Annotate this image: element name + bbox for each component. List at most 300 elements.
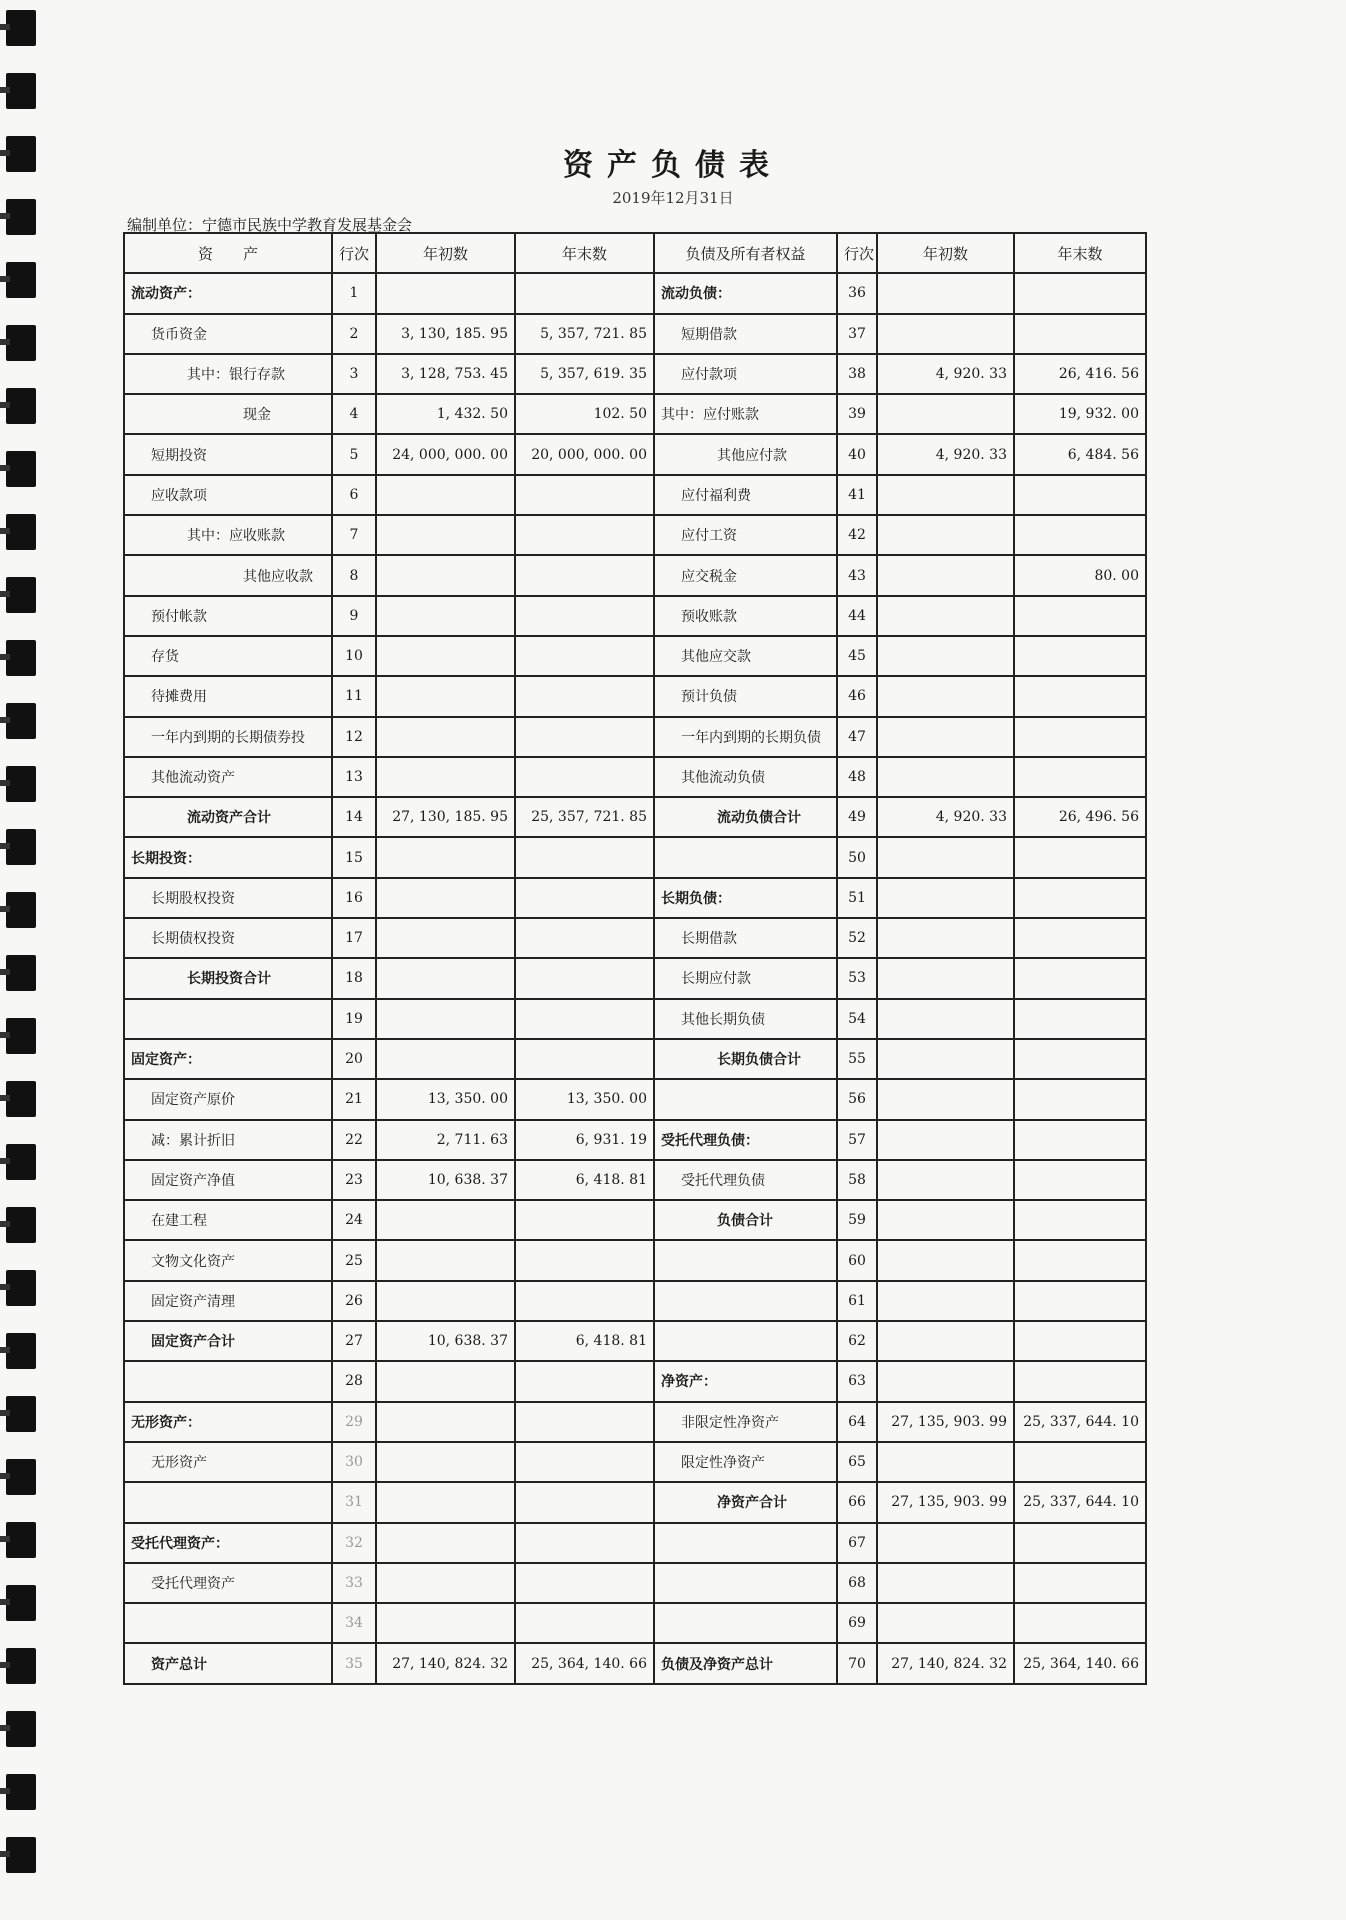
header-assets: 资 产 [124, 233, 332, 273]
liability-row-index: 53 [837, 958, 877, 998]
asset-item-name: 应收款项 [124, 475, 332, 515]
asset-item-name: 资产总计 [124, 1643, 332, 1683]
asset-item-name: 预付帐款 [124, 596, 332, 636]
asset-begin-value [376, 1039, 515, 1079]
asset-item-name: 现金 [124, 394, 332, 434]
asset-item-name [124, 1361, 332, 1401]
asset-begin-value [376, 1361, 515, 1401]
asset-row-index: 12 [332, 717, 376, 757]
liability-row-index: 43 [837, 555, 877, 595]
asset-end-value [515, 636, 654, 676]
liability-row-index: 50 [837, 837, 877, 877]
liability-end-value [1014, 596, 1146, 636]
asset-item-name: 减：累计折旧 [124, 1120, 332, 1160]
binding-ring [6, 577, 36, 613]
asset-begin-value [376, 1563, 515, 1603]
liability-item-name: 长期负债： [654, 878, 837, 918]
liability-item-name [654, 1321, 837, 1361]
asset-item-name: 流动资产合计 [124, 797, 332, 837]
liability-end-value: 26, 416. 56 [1014, 354, 1146, 394]
liability-end-value [1014, 878, 1146, 918]
liability-begin-value [877, 596, 1014, 636]
asset-item-name: 无形资产： [124, 1402, 332, 1442]
binding-ring [6, 451, 36, 487]
binding-ring [6, 1585, 36, 1621]
asset-row-index: 14 [332, 797, 376, 837]
liability-item-name: 其他应付款 [654, 434, 837, 474]
asset-row-index: 7 [332, 515, 376, 555]
liability-end-value [1014, 918, 1146, 958]
asset-end-value [515, 1402, 654, 1442]
liability-row-index: 39 [837, 394, 877, 434]
liability-begin-value [877, 1120, 1014, 1160]
asset-row-index: 18 [332, 958, 376, 998]
liability-row-index: 58 [837, 1160, 877, 1200]
asset-end-value [515, 273, 654, 313]
asset-begin-value: 13, 350. 00 [376, 1079, 515, 1119]
liability-item-name: 长期负债合计 [654, 1039, 837, 1079]
asset-end-value [515, 1281, 654, 1321]
liability-begin-value [877, 1361, 1014, 1401]
liability-end-value [1014, 1240, 1146, 1280]
asset-begin-value: 27, 130, 185. 95 [376, 797, 515, 837]
asset-begin-value: 10, 638. 37 [376, 1321, 515, 1361]
table-row [124, 555, 1146, 595]
liability-begin-value [877, 1603, 1014, 1643]
asset-begin-value: 3, 130, 185. 95 [376, 314, 515, 354]
liability-row-index: 63 [837, 1361, 877, 1401]
liability-begin-value [877, 878, 1014, 918]
asset-item-name: 固定资产： [124, 1039, 332, 1079]
asset-end-value [515, 676, 654, 716]
binding-ring [6, 766, 36, 802]
asset-begin-value [376, 1442, 515, 1482]
table-row [124, 314, 1146, 354]
liability-item-name: 一年内到期的长期负债 [654, 717, 837, 757]
asset-end-value [515, 555, 654, 595]
liability-item-name [654, 1603, 837, 1643]
liability-begin-value [877, 676, 1014, 716]
table-row [124, 394, 1146, 434]
liability-row-index: 69 [837, 1603, 877, 1643]
report-date: 2019年12月31日 [612, 189, 734, 207]
table-row [124, 918, 1146, 958]
liability-end-value [1014, 1442, 1146, 1482]
asset-begin-value: 27, 140, 824. 32 [376, 1643, 515, 1683]
liability-item-name [654, 1281, 837, 1321]
liability-end-value [1014, 1120, 1146, 1160]
asset-end-value [515, 918, 654, 958]
liability-row-index: 48 [837, 757, 877, 797]
liability-begin-value [877, 837, 1014, 877]
liability-end-value [1014, 757, 1146, 797]
asset-item-name: 在建工程 [124, 1200, 332, 1240]
asset-begin-value: 1, 432. 50 [376, 394, 515, 434]
asset-end-value: 6, 931. 19 [515, 1120, 654, 1160]
table-row [124, 596, 1146, 636]
table-row [124, 1643, 1146, 1683]
asset-row-index: 23 [332, 1160, 376, 1200]
liability-row-index: 57 [837, 1120, 877, 1160]
header-right-begin: 年初数 [877, 233, 1014, 273]
liability-item-name [654, 837, 837, 877]
binding-ring [6, 955, 36, 991]
asset-row-index: 27 [332, 1321, 376, 1361]
liability-item-name: 非限定性净资产 [654, 1402, 837, 1442]
asset-end-value [515, 1361, 654, 1401]
asset-end-value: 6, 418. 81 [515, 1321, 654, 1361]
liability-begin-value [877, 958, 1014, 998]
liability-item-name [654, 1523, 837, 1563]
liability-row-index: 37 [837, 314, 877, 354]
liability-begin-value [877, 1200, 1014, 1240]
binding-ring [6, 1837, 36, 1873]
liability-item-name: 流动负债： [654, 273, 837, 313]
asset-end-value [515, 1442, 654, 1482]
liability-item-name [654, 1079, 837, 1119]
asset-row-index: 33 [332, 1563, 376, 1603]
binding-ring [6, 10, 36, 46]
binding-ring [6, 325, 36, 361]
binding-ring [6, 829, 36, 865]
liability-row-index: 60 [837, 1240, 877, 1280]
asset-row-index: 1 [332, 273, 376, 313]
liability-begin-value [877, 1523, 1014, 1563]
liability-row-index: 42 [837, 515, 877, 555]
asset-row-index: 28 [332, 1361, 376, 1401]
table-row [124, 1281, 1146, 1321]
asset-row-index: 15 [332, 837, 376, 877]
asset-begin-value [376, 757, 515, 797]
asset-row-index: 19 [332, 999, 376, 1039]
liability-begin-value [877, 1281, 1014, 1321]
liability-end-value [1014, 1523, 1146, 1563]
table-row [124, 797, 1146, 837]
liability-row-index: 68 [837, 1563, 877, 1603]
liability-begin-value [877, 1079, 1014, 1119]
asset-row-index: 11 [332, 676, 376, 716]
liability-row-index: 38 [837, 354, 877, 394]
asset-row-index: 30 [332, 1442, 376, 1482]
asset-begin-value [376, 555, 515, 595]
asset-end-value [515, 1603, 654, 1643]
liability-begin-value: 4, 920. 33 [877, 797, 1014, 837]
table-row [124, 1563, 1146, 1603]
asset-item-name: 其他流动资产 [124, 757, 332, 797]
liability-end-value [1014, 999, 1146, 1039]
asset-begin-value [376, 515, 515, 555]
asset-end-value [515, 475, 654, 515]
liability-end-value [1014, 1563, 1146, 1603]
table-row [124, 1120, 1146, 1160]
table-row [124, 676, 1146, 716]
asset-end-value: 6, 418. 81 [515, 1160, 654, 1200]
liability-item-name: 应交税金 [654, 555, 837, 595]
liability-end-value [1014, 958, 1146, 998]
liability-row-index: 64 [837, 1402, 877, 1442]
liability-item-name: 其他长期负债 [654, 999, 837, 1039]
asset-item-name: 固定资产原价 [124, 1079, 332, 1119]
asset-item-name: 受托代理资产 [124, 1563, 332, 1603]
asset-end-value [515, 958, 654, 998]
liability-row-index: 62 [837, 1321, 877, 1361]
asset-item-name: 一年内到期的长期债券投 [124, 717, 332, 757]
asset-item-name: 固定资产合计 [124, 1321, 332, 1361]
asset-row-index: 25 [332, 1240, 376, 1280]
liability-item-name: 限定性净资产 [654, 1442, 837, 1482]
table-row [124, 1079, 1146, 1119]
asset-row-index: 26 [332, 1281, 376, 1321]
liability-end-value [1014, 1079, 1146, 1119]
liability-row-index: 56 [837, 1079, 877, 1119]
liability-item-name: 长期应付款 [654, 958, 837, 998]
liability-begin-value [877, 1160, 1014, 1200]
asset-begin-value [376, 676, 515, 716]
liability-end-value [1014, 1361, 1146, 1401]
liability-item-name: 应付工资 [654, 515, 837, 555]
asset-end-value: 13, 350. 00 [515, 1079, 654, 1119]
liability-row-index: 44 [837, 596, 877, 636]
asset-item-name: 固定资产净值 [124, 1160, 332, 1200]
asset-row-index: 4 [332, 394, 376, 434]
liability-end-value: 6, 484. 56 [1014, 434, 1146, 474]
asset-item-name [124, 1603, 332, 1643]
asset-item-name: 长期投资合计 [124, 958, 332, 998]
table-row [124, 837, 1146, 877]
table-row [124, 354, 1146, 394]
liability-item-name: 长期借款 [654, 918, 837, 958]
table-row [124, 878, 1146, 918]
asset-begin-value [376, 999, 515, 1039]
liability-begin-value: 4, 920. 33 [877, 434, 1014, 474]
asset-end-value: 25, 364, 140. 66 [515, 1643, 654, 1683]
asset-item-name: 受托代理资产： [124, 1523, 332, 1563]
table-row [124, 999, 1146, 1039]
asset-row-index: 35 [332, 1643, 376, 1683]
binding-ring [6, 1333, 36, 1369]
asset-end-value: 25, 357, 721. 85 [515, 797, 654, 837]
asset-begin-value [376, 1482, 515, 1522]
asset-item-name: 其他应收款 [124, 555, 332, 595]
binding-ring [6, 262, 36, 298]
table-row [124, 1361, 1146, 1401]
asset-row-index: 17 [332, 918, 376, 958]
liability-item-name: 负债合计 [654, 1200, 837, 1240]
liability-item-name: 应付款项 [654, 354, 837, 394]
liability-item-name [654, 1240, 837, 1280]
asset-end-value [515, 999, 654, 1039]
liability-end-value: 80. 00 [1014, 555, 1146, 595]
asset-end-value [515, 515, 654, 555]
asset-row-index: 21 [332, 1079, 376, 1119]
table-row [124, 958, 1146, 998]
liability-end-value [1014, 1281, 1146, 1321]
asset-begin-value [376, 717, 515, 757]
liability-item-name: 净资产合计 [654, 1482, 837, 1522]
asset-end-value: 20, 000, 000. 00 [515, 434, 654, 474]
liability-begin-value: 27, 135, 903. 99 [877, 1402, 1014, 1442]
table-header-row [124, 233, 1146, 273]
liability-begin-value [877, 515, 1014, 555]
asset-row-index: 2 [332, 314, 376, 354]
liability-begin-value [877, 757, 1014, 797]
liability-row-index: 46 [837, 676, 877, 716]
asset-begin-value [376, 958, 515, 998]
asset-item-name [124, 1482, 332, 1522]
liability-item-name: 其他应交款 [654, 636, 837, 676]
liability-begin-value [877, 555, 1014, 595]
liability-item-name: 受托代理负债： [654, 1120, 837, 1160]
asset-begin-value: 2, 711. 63 [376, 1120, 515, 1160]
asset-item-name: 长期股权投资 [124, 878, 332, 918]
binding-ring [6, 73, 36, 109]
header-left-end: 年末数 [515, 233, 654, 273]
liability-row-index: 59 [837, 1200, 877, 1240]
asset-item-name: 待摊费用 [124, 676, 332, 716]
asset-item-name: 长期债权投资 [124, 918, 332, 958]
liability-begin-value [877, 1240, 1014, 1280]
liability-item-name: 短期借款 [654, 314, 837, 354]
binding-ring [6, 1207, 36, 1243]
asset-row-index: 31 [332, 1482, 376, 1522]
liability-end-value: 25, 337, 644. 10 [1014, 1402, 1146, 1442]
asset-begin-value [376, 475, 515, 515]
liability-row-index: 47 [837, 717, 877, 757]
asset-row-index: 5 [332, 434, 376, 474]
asset-end-value: 102. 50 [515, 394, 654, 434]
liability-begin-value [877, 636, 1014, 676]
liability-row-index: 52 [837, 918, 877, 958]
liability-row-index: 51 [837, 878, 877, 918]
liability-row-index: 54 [837, 999, 877, 1039]
liability-row-index: 40 [837, 434, 877, 474]
asset-end-value [515, 596, 654, 636]
liability-item-name: 预计负债 [654, 676, 837, 716]
asset-begin-value: 10, 638. 37 [376, 1160, 515, 1200]
asset-item-name: 流动资产： [124, 273, 332, 313]
table-row [124, 1442, 1146, 1482]
liability-end-value [1014, 676, 1146, 716]
liability-end-value [1014, 1160, 1146, 1200]
asset-end-value [515, 1039, 654, 1079]
asset-begin-value [376, 1402, 515, 1442]
binding-ring [6, 1270, 36, 1306]
asset-begin-value [376, 1281, 515, 1321]
asset-begin-value: 3, 128, 753. 45 [376, 354, 515, 394]
liability-end-value: 19, 932. 00 [1014, 394, 1146, 434]
asset-end-value [515, 717, 654, 757]
liability-begin-value: 27, 140, 824. 32 [877, 1643, 1014, 1683]
asset-end-value: 5, 357, 721. 85 [515, 314, 654, 354]
table-row [124, 515, 1146, 555]
liability-begin-value [877, 394, 1014, 434]
asset-row-index: 13 [332, 757, 376, 797]
asset-end-value [515, 1523, 654, 1563]
asset-end-value [515, 878, 654, 918]
liability-row-index: 65 [837, 1442, 877, 1482]
liability-item-name: 其中：应付账款 [654, 394, 837, 434]
asset-row-index: 10 [332, 636, 376, 676]
liability-end-value: 26, 496. 56 [1014, 797, 1146, 837]
asset-begin-value: 24, 000, 000. 00 [376, 434, 515, 474]
reporting-unit: 编制单位：宁德市民族中学教育发展基金会 [127, 216, 413, 234]
liability-item-name: 应付福利费 [654, 475, 837, 515]
header-right-end: 年末数 [1014, 233, 1146, 273]
table-row [124, 636, 1146, 676]
asset-item-name: 无形资产 [124, 1442, 332, 1482]
asset-end-value [515, 1240, 654, 1280]
liability-begin-value [877, 475, 1014, 515]
liability-item-name: 负债及净资产总计 [654, 1643, 837, 1683]
liability-end-value [1014, 273, 1146, 313]
liability-begin-value [877, 314, 1014, 354]
spiral-binding [0, 0, 40, 1920]
asset-begin-value [376, 1603, 515, 1643]
asset-row-index: 24 [332, 1200, 376, 1240]
liability-end-value: 25, 364, 140. 66 [1014, 1643, 1146, 1683]
binding-ring [6, 514, 36, 550]
asset-item-name: 短期投资 [124, 434, 332, 474]
asset-begin-value [376, 636, 515, 676]
asset-end-value [515, 1482, 654, 1522]
liability-row-index: 70 [837, 1643, 877, 1683]
liability-end-value [1014, 475, 1146, 515]
liability-row-index: 61 [837, 1281, 877, 1321]
liability-end-value [1014, 1039, 1146, 1079]
binding-ring [6, 1144, 36, 1180]
asset-row-index: 20 [332, 1039, 376, 1079]
liability-row-index: 55 [837, 1039, 877, 1079]
asset-row-index: 32 [332, 1523, 376, 1563]
liability-end-value [1014, 515, 1146, 555]
liability-begin-value [877, 1039, 1014, 1079]
header-right-index: 行次 [837, 233, 877, 273]
table-row [124, 1240, 1146, 1280]
liability-end-value [1014, 717, 1146, 757]
table-row [124, 1160, 1146, 1200]
asset-begin-value [376, 273, 515, 313]
asset-row-index: 3 [332, 354, 376, 394]
table-row [124, 475, 1146, 515]
binding-ring [6, 1774, 36, 1810]
liability-end-value [1014, 314, 1146, 354]
liability-begin-value [877, 717, 1014, 757]
table-row [124, 273, 1146, 313]
table-row [124, 1321, 1146, 1361]
liability-row-index: 45 [837, 636, 877, 676]
liability-item-name [654, 1563, 837, 1603]
balance-sheet-table [123, 232, 1147, 1685]
asset-item-name: 固定资产清理 [124, 1281, 332, 1321]
liability-begin-value [877, 918, 1014, 958]
asset-row-index: 34 [332, 1603, 376, 1643]
liability-item-name: 预收账款 [654, 596, 837, 636]
liability-end-value [1014, 1321, 1146, 1361]
table-row [124, 1603, 1146, 1643]
binding-ring [6, 1018, 36, 1054]
asset-end-value [515, 837, 654, 877]
table-row [124, 1482, 1146, 1522]
liability-end-value [1014, 1603, 1146, 1643]
asset-item-name: 货币资金 [124, 314, 332, 354]
asset-item-name [124, 999, 332, 1039]
table-row [124, 1523, 1146, 1563]
liability-begin-value [877, 1321, 1014, 1361]
liability-end-value [1014, 636, 1146, 676]
table-row [124, 1402, 1146, 1442]
binding-ring [6, 388, 36, 424]
asset-row-index: 9 [332, 596, 376, 636]
